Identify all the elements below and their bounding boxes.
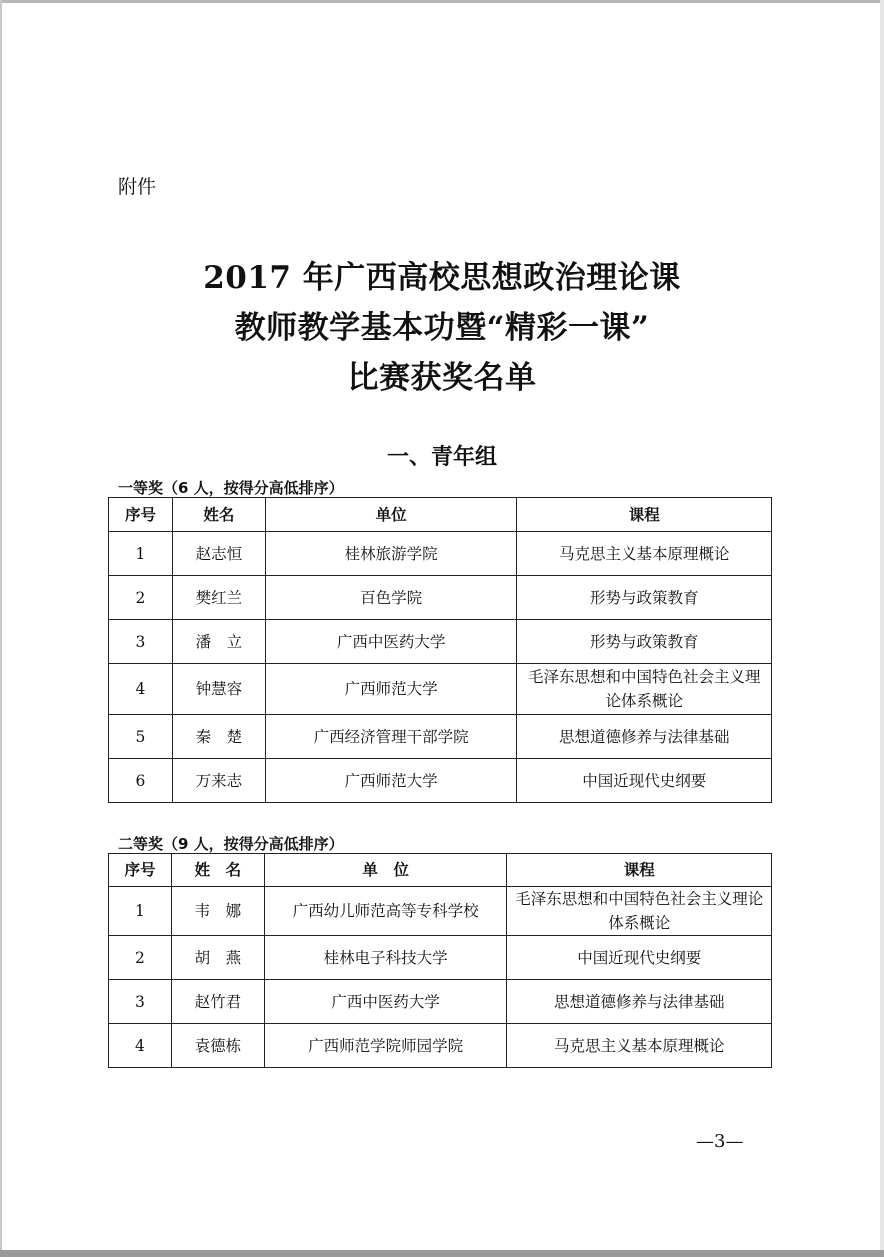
cell-unit: 广西师范大学 — [265, 664, 517, 715]
cell-name: 胡 燕 — [171, 936, 264, 980]
cell-index: 4 — [109, 1024, 172, 1068]
header-index: 序号 — [109, 498, 173, 532]
page-border-right — [880, 0, 884, 1257]
cell-course: 思想道德修养与法律基础 — [517, 715, 772, 759]
cell-index: 2 — [109, 936, 172, 980]
page-border-top — [0, 0, 884, 3]
attachment-label: 附件 — [118, 176, 157, 198]
cell-name: 袁德栋 — [171, 1024, 264, 1068]
cell-course: 马克思主义基本原理概论 — [517, 532, 772, 576]
cell-course: 毛泽东思想和中国特色社会主义理论体系概论 — [507, 887, 772, 936]
table-row — [109, 936, 772, 980]
table-row — [109, 759, 772, 803]
cell-unit: 桂林电子科技大学 — [264, 936, 507, 980]
page-border-left — [0, 0, 2, 1257]
cell-course: 形势与政策教育 — [517, 576, 772, 620]
cell-course: 中国近现代史纲要 — [517, 759, 772, 803]
document-title-line-3: 比赛获奖名单 — [347, 360, 537, 396]
cell-course: 毛泽东思想和中国特色社会主义理论体系概论 — [517, 664, 772, 715]
cell-index: 5 — [109, 715, 173, 759]
table-row — [109, 620, 772, 664]
cell-name: 赵志恒 — [172, 532, 265, 576]
cell-index: 1 — [109, 532, 173, 576]
page-number: —3— — [696, 1131, 744, 1152]
header-name: 姓名 — [172, 498, 265, 532]
first-prize-table — [108, 497, 772, 803]
first-prize-caption: 一等奖（6 人，按得分高低排序） — [118, 479, 344, 497]
cell-unit: 广西中医药大学 — [264, 980, 507, 1024]
header-course: 课程 — [507, 854, 772, 887]
table-row — [109, 715, 772, 759]
table-row — [109, 576, 772, 620]
cell-name: 樊红兰 — [172, 576, 265, 620]
cell-index: 3 — [109, 620, 173, 664]
cell-name: 秦 楚 — [172, 715, 265, 759]
table-row — [109, 532, 772, 576]
document-title-line-2: 教师教学基本功暨“精彩一课” — [234, 310, 650, 346]
second-prize-table — [108, 853, 772, 1068]
cell-course: 马克思主义基本原理概论 — [507, 1024, 772, 1068]
table-row — [109, 664, 772, 715]
cell-unit: 广西师范学院师园学院 — [264, 1024, 507, 1068]
cell-index: 4 — [109, 664, 173, 715]
section-heading: 一、青年组 — [386, 445, 497, 470]
cell-unit: 广西中医药大学 — [265, 620, 517, 664]
cell-index: 6 — [109, 759, 173, 803]
header-unit: 单 位 — [264, 854, 507, 887]
table-header-row — [109, 498, 772, 532]
second-prize-caption: 二等奖（9 人，按得分高低排序） — [118, 835, 344, 853]
header-name: 姓 名 — [171, 854, 264, 887]
table-row — [109, 1024, 772, 1068]
cell-unit: 百色学院 — [265, 576, 517, 620]
table-row — [109, 887, 772, 936]
header-course: 课程 — [517, 498, 772, 532]
cell-course: 形势与政策教育 — [517, 620, 772, 664]
table-header-row — [109, 854, 772, 887]
cell-name: 赵竹君 — [171, 980, 264, 1024]
cell-index: 3 — [109, 980, 172, 1024]
cell-name: 钟慧容 — [172, 664, 265, 715]
cell-name: 韦 娜 — [171, 887, 264, 936]
cell-unit: 桂林旅游学院 — [265, 532, 517, 576]
page-border-bottom — [0, 1250, 884, 1257]
cell-course: 思想道德修养与法律基础 — [507, 980, 772, 1024]
cell-index: 1 — [109, 887, 172, 936]
cell-unit: 广西幼儿师范高等专科学校 — [264, 887, 507, 936]
document-title-line-1: 2017 年广西高校思想政治理论课 — [203, 260, 681, 296]
header-unit: 单位 — [265, 498, 517, 532]
cell-unit: 广西师范大学 — [265, 759, 517, 803]
cell-unit: 广西经济管理干部学院 — [265, 715, 517, 759]
cell-index: 2 — [109, 576, 173, 620]
header-index: 序号 — [109, 854, 172, 887]
cell-course: 中国近现代史纲要 — [507, 936, 772, 980]
cell-name: 潘 立 — [172, 620, 265, 664]
table-row — [109, 980, 772, 1024]
cell-name: 万来志 — [172, 759, 265, 803]
